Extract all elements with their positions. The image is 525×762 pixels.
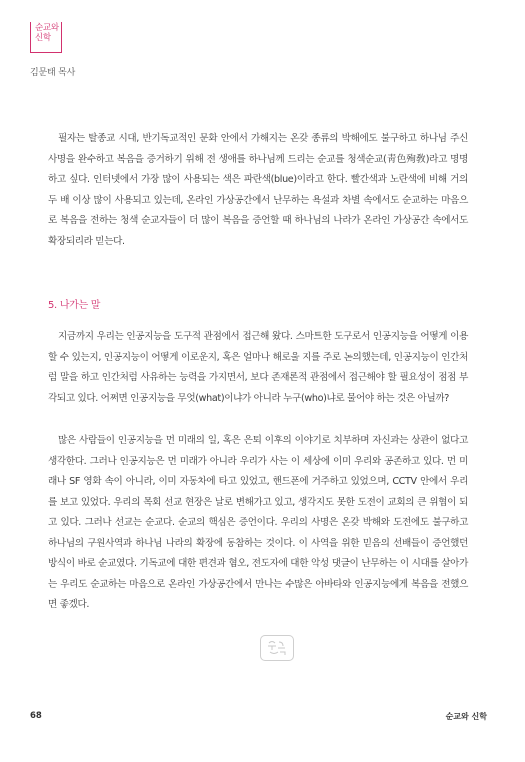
section-heading: 5. 나가는 말 (48, 300, 101, 311)
body-paragraph-1: 필자는 탈종교 시대, 반기독교적인 문화 안에서 가해지는 온갖 종류의 박해에도 불구하고 하나님 주신 사명을 완수하고 복음을 증거하기 위해 전 생애를 하나님께 드리는 순교를 청색순교(靑色殉敎)라고 명명하고 싶다. 인터넷에서 가장 많이 사용되는 색은 파란색(blue)이라고 한다. 빨간색과 노란색에 비해 거의 두 배 이상 많이 사용되고 있는데, 온라인 가상공간에서 난무하는 욕설과 차별 속에서도 순교하는 마음으로 복음을 전하는 청색 순교자들이 더 많이 복음을 증언할 때 하나님의 나라가 온라인 가상공간 속에서도 확장되리라 믿는다. (48, 133, 468, 247)
seal-icon (264, 638, 290, 658)
footer-journal-title: 순교와 신학 (445, 712, 487, 721)
page-number: 68 (30, 711, 42, 721)
end-seal-stamp (260, 635, 294, 661)
body-paragraph-3: 많은 사람들이 인공지능을 먼 미래의 일, 혹은 은퇴 이후의 이야기로 치부하며 자신과는 상관이 없다고 생각한다. 그러나 인공지능은 먼 미래가 아니라 우리가 사는 이 세상에 이미 우리와 공존하고 있다. 먼 미래나 SF 영화 속이 아니라, 이미 자동차에 타고 있었고, 핸드폰에 거주하고 있었으며, CCTV 안에서 우리를 보고 있었다. 우리의 목회 선교 현장은 날로 변해가고 있고, 생각지도 못한 도전이 교회의 큰 위협이 되고 있다. 그러나 선교는 순교다. 순교의 핵심은 증언이다. 우리의 사명은 온갖 박해와 도전에도 불구하고 하나님의 구원사역과 하나님 나라의 확장에 동참하는 것이다. 이 사역을 위한 믿음의 선배들이 증언했던 방식이 바로 순교였다. 기독교에 대한 편견과 혐오, 전도자에 대한 악성 댓글이 난무하는 이 시대를 살아가는 우리도 순교하는 마음으로 온라인 가상공간에서 만나는 수많은 아바타와 인공지능에게 복음을 전했으면 좋겠다. (48, 435, 468, 610)
journal-badge (30, 22, 62, 53)
badge-line2: 신학 (35, 33, 51, 43)
badge-line1: 순교와 (35, 23, 59, 33)
author-name: 김문태 목사 (30, 68, 76, 78)
body-paragraph-2: 지금까지 우리는 인공지능을 도구적 관점에서 접근해 왔다. 스마트한 도구로서 인공지능을 어떻게 이용할 수 있는지, 인공지능이 어떻게 이로운지, 혹은 얼마나 해로울 지를 주로 논의했는데, 인공지능이 인간처럼 말을 하고 인간처럼 사유하는 능력을 가지면서, 보다 존재론적 관점에서 접근해야 할 필요성이 점점 부각되고 있다. 어쩌면 인공지능을 무엇(what)이냐가 아니라 누구(who)냐로 물어야 하는 것은 아닐까? (48, 331, 468, 404)
